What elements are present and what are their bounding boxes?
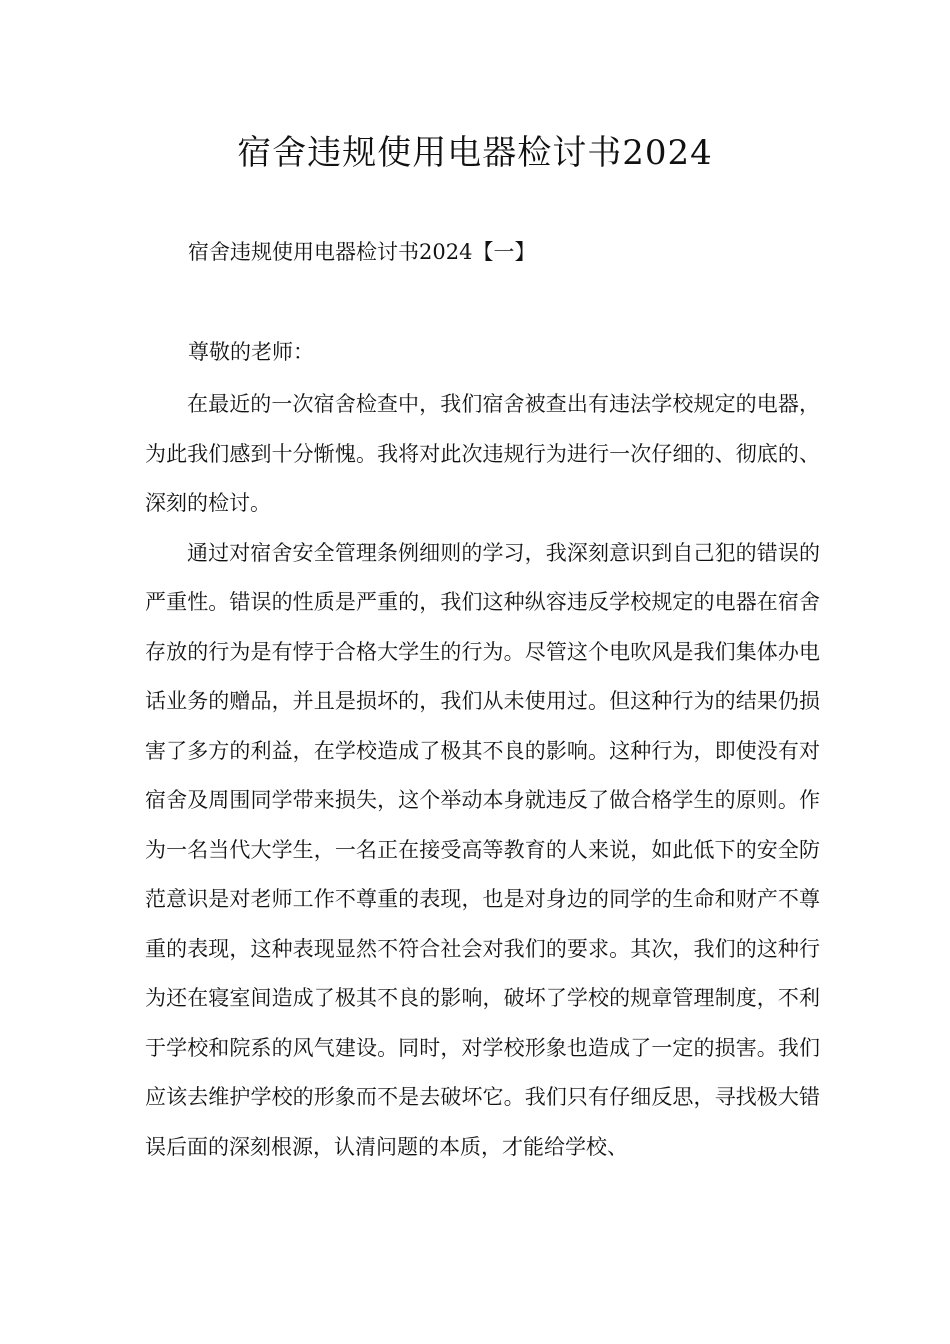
paragraph-2: 通过对宿舍安全管理条例细则的学习，我深刻意识到自己犯的错误的严重性。错误的性质是严重的，我们这种纵容违反学校规定的电器在宿舍存放的行为是有悖于合格大学生的行为。尽管这个电吹风是我们集体办电话业务的赠品，并且是损坏的，我们从未使用过。但这种行为的结果仍损害了多方的利益，在学校造成了极其不良的影响。这种行为，即使没有对宿舍及周围同学带来损失，这个举动本身就违反了做合格学生的原则。作为一名当代大学生，一名正在接受高等教育的人来说，如此低下的安全防范意识是对老师工作不尊重的表现，也是对身边的同学的生命和财产不尊重的表现，这种表现显然不符合社会对我们的要求。其次，我们的这种行为还在寝室间造成了极其不良的影响，破坏了学校的规章管理制度，不利于学校和院系的风气建设。同时，对学校形象也造成了一定的损害。我们应该去维护学校的形象而不是去破坏它。我们只有仔细反思，寻找极大错误后面的深刻根源，认清问题的本质，才能给学校、 (145, 540, 820, 1159)
letter-body (145, 380, 820, 1172)
paragraph-1: 在最近的一次宿舍检查中，我们宿舍被查出有违法学校规定的电器，为此我们感到十分惭愧。我将对此次违规行为进行一次仔细的、彻底的、深刻的检讨。 (145, 392, 820, 515)
section-heading: 宿舍违规使用电器检讨书2024【一】 (188, 240, 536, 264)
document-title: 宿舍违规使用电器检讨书2024 (237, 133, 713, 173)
salutation: 尊敬的老师： (188, 340, 314, 364)
